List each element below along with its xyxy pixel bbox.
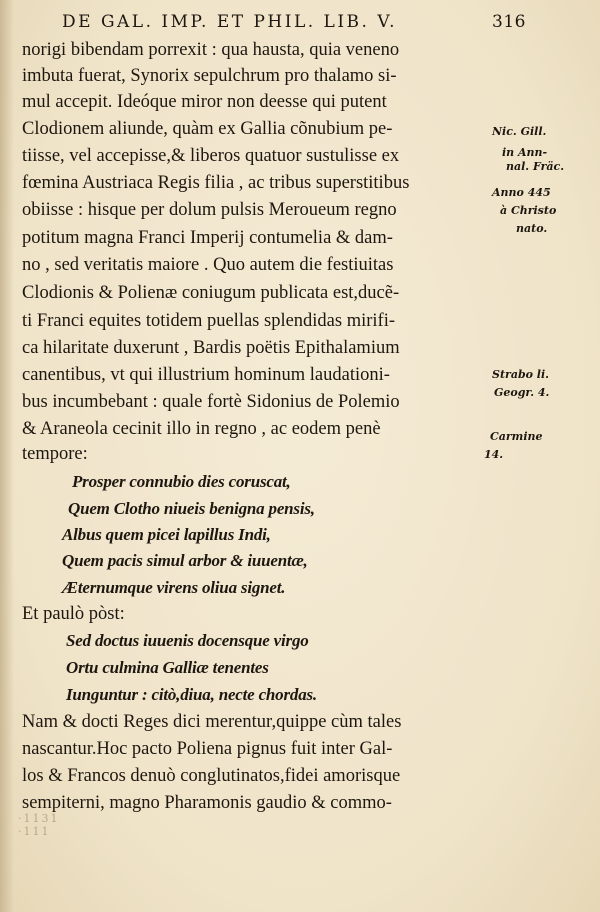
text-line: Clodionem aliunde, quàm ex Gallia cõnubium pe-	[22, 119, 393, 139]
margin-note: Carmine	[490, 430, 543, 443]
running-header	[62, 12, 526, 38]
text-line: ca hilaritate duxerunt , Bardis poëtis Epithalamium	[22, 338, 400, 358]
margin-note: Strabo li.	[492, 368, 549, 381]
text-line: fœmina Austriaca Regis filia , ac tribus superstitibus	[22, 173, 410, 193]
text-line: bus incumbebant : quale fortè Sidonius de Polemio	[22, 392, 400, 412]
verse-line: Sed doctus iuuenis docensque virgo	[66, 631, 309, 650]
verse-line: Albus quem picei lapillus Indi,	[62, 525, 271, 544]
text-line: tiisse, vel accepisse,& liberos quatuor sustulisse ex	[22, 146, 400, 166]
faded-bleedthrough: ·1131 ·111	[18, 812, 60, 838]
text-line: mul accepit. Ideóque miror non deesse qui putent	[22, 92, 387, 112]
text-line: los & Francos denuò conglutinatos,fidei amorisque	[22, 766, 401, 786]
text-line: norigi bibendam porrexit : qua hausta, quia veneno	[22, 40, 400, 60]
margin-note: Anno 445	[492, 186, 551, 199]
text-line: tempore:	[22, 444, 88, 464]
text-line: nascantur.Hoc pacto Poliena pignus fuit inter Gal-	[22, 739, 393, 759]
margin-note: Geogr. 4.	[494, 386, 550, 399]
text-line: Nam & docti Reges dici merentur,quippe cùm tales	[22, 712, 402, 732]
page-gutter-shadow	[0, 0, 14, 912]
text-line: no , sed veritatis maiore . Quo autem die festiuitas	[22, 255, 394, 275]
text-line: obiisse : hisque per dolum pulsis Meroueum regno	[22, 200, 397, 220]
margin-note: Nic. Gill.	[492, 125, 547, 138]
margin-note: nato.	[516, 222, 548, 235]
margin-note: in Ann-	[502, 146, 548, 159]
verse-line: Quem Clotho niueis benigna pensis,	[68, 499, 315, 518]
verse-line: Iunguntur : citò,diua, necte chordas.	[66, 685, 317, 704]
verse-line: Quem pacis simul arbor & iuuentæ,	[62, 551, 308, 570]
margin-note: à Christo	[500, 204, 557, 217]
text-line: canentibus, vt qui illustrium hominum laudationi-	[22, 365, 390, 385]
verse-line: Æternumque virens oliua signet.	[62, 578, 286, 597]
page-number: 316	[492, 12, 526, 32]
verse-intro: Et paulò pòst:	[22, 604, 125, 624]
margin-note: nal. Fräc.	[506, 160, 565, 173]
verse-line: Prosper connubio dies coruscat,	[72, 472, 291, 491]
text-line: & Araneola cecinit illo in regno , ac eodem penè	[22, 419, 381, 439]
text-line: ti Franci equites totidem puellas splendidas mirifi-	[22, 311, 396, 331]
text-line: potitum magna Franci Imperij contumelia & dam-	[22, 228, 393, 248]
text-line: imbuta fuerat, Synorix sepulchrum pro thalamo si-	[22, 66, 397, 86]
text-line: Clodionis & Polienæ coniugum publicata est,ducẽ-	[22, 283, 400, 303]
running-title: DE GAL. IMP. ET PHIL. LIB. V.	[62, 12, 398, 32]
verse-line: Ortu culmina Galliæ tenentes	[66, 658, 269, 677]
text-line: sempiterni, magno Pharamonis gaudio & commo-	[22, 793, 392, 813]
margin-note: 14.	[484, 448, 504, 461]
